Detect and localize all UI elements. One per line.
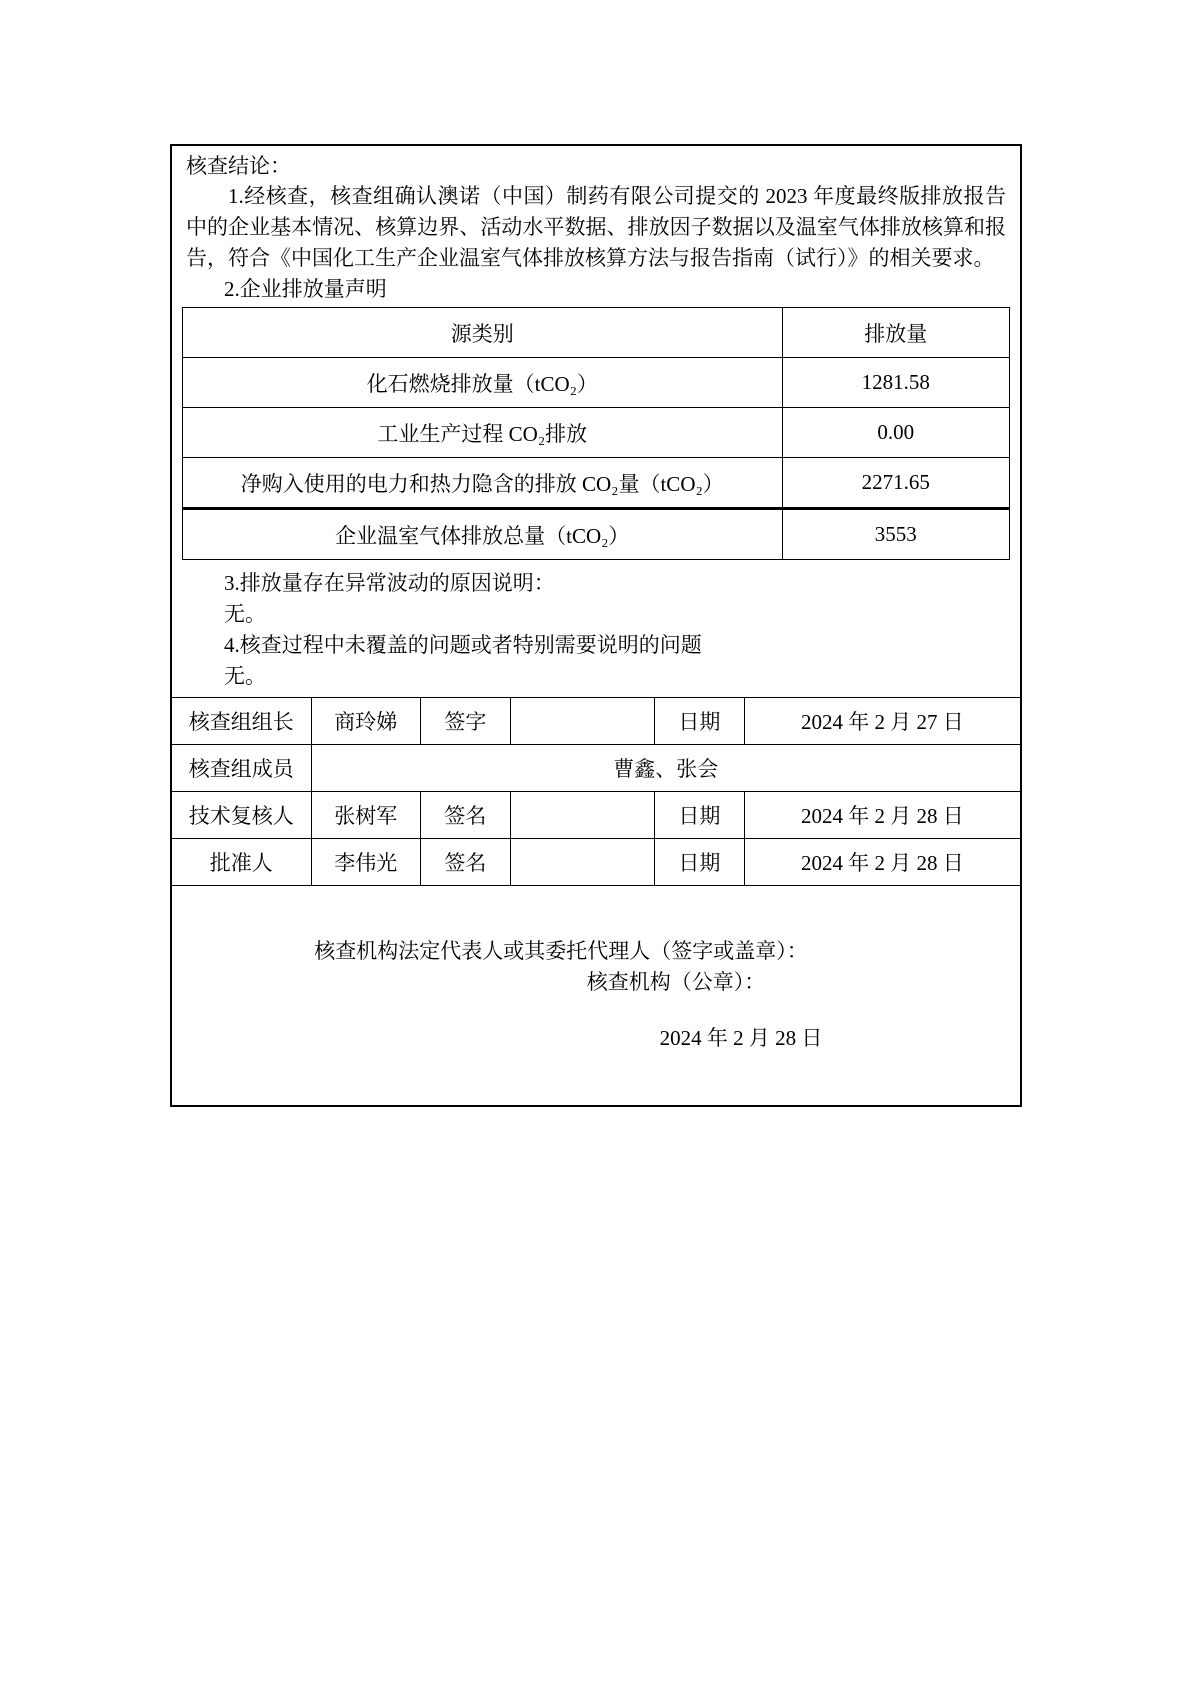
- emission-amount-header: 排放量: [782, 308, 1009, 358]
- date-cell: 2024 年 2 月 27 日: [744, 698, 1020, 745]
- role-cell: 核查组组长: [172, 698, 311, 745]
- emissions-table: [182, 307, 1010, 560]
- fluctuation-explanation-heading: 3.排放量存在异常波动的原因说明：: [224, 571, 555, 595]
- source-cell: 净购入使用的电力和热力隐含的排放 CO₂量（tCO₂）: [183, 458, 783, 509]
- signature-cell: [510, 792, 654, 839]
- footer-representative-line: 核查机构法定代表人或其委托代理人（签字或盖章）：: [314, 939, 808, 963]
- source-cell: 工业生产过程 CO₂排放: [183, 408, 783, 458]
- role-cell: 批准人: [172, 839, 311, 886]
- conclusion-paragraph: 1.经核查，核查组确认澳诺（中国）制药有限公司提交的 2023 年度最终版排放报告中的企业基本情况、核算边界、活动水平数据、排放因子数据以及温室气体排放核算和报告，符合《中国化工生产企业温室气体排放核算方法与报告指南（试行）》的相关要求。: [186, 184, 1006, 270]
- footer-date: 2024 年 2 月 28 日: [659, 1026, 823, 1050]
- footer-seal-line: 核查机构（公章）：: [586, 970, 766, 994]
- team-members-row: [172, 745, 1020, 792]
- name-cell: 李伟光: [311, 839, 420, 886]
- sign-label-cell: 签名: [420, 839, 510, 886]
- table-row: [183, 408, 1010, 458]
- source-cell: 化石燃烧排放量（tCO₂）: [183, 358, 783, 408]
- role-cell: 核查组成员: [172, 745, 311, 792]
- signature-table: [172, 697, 1020, 886]
- emission-declaration-heading: 2.企业排放量声明: [224, 277, 387, 301]
- signature-cell: [510, 698, 654, 745]
- approver-row: [172, 839, 1020, 886]
- date-label-cell: 日期: [654, 698, 744, 745]
- verification-conclusion-section: [170, 144, 1022, 1107]
- technical-reviewer-row: [172, 792, 1020, 839]
- name-cell: 张树军: [311, 792, 420, 839]
- date-label-cell: 日期: [654, 792, 744, 839]
- conclusion-heading: 核查结论：: [186, 154, 291, 178]
- date-cell: 2024 年 2 月 28 日: [744, 792, 1020, 839]
- name-cell: 商玲娣: [311, 698, 420, 745]
- sign-label-cell: 签字: [420, 698, 510, 745]
- value-cell: 2271.65: [782, 458, 1009, 509]
- table-row: [183, 458, 1010, 509]
- table-row-total: [183, 509, 1010, 560]
- uncovered-issues-answer: 无。: [224, 664, 266, 688]
- source-cell: 企业温室气体排放总量（tCO₂）: [183, 509, 783, 560]
- value-cell: 0.00: [782, 408, 1009, 458]
- value-cell: 3553: [782, 509, 1009, 560]
- uncovered-issues-heading: 4.核查过程中未覆盖的问题或者特别需要说明的问题: [224, 633, 702, 657]
- members-cell: 曹鑫、张会: [311, 745, 1020, 792]
- team-leader-row: [172, 698, 1020, 745]
- value-cell: 1281.58: [782, 358, 1009, 408]
- emissions-table-header-row: [183, 308, 1010, 358]
- source-category-header: 源类别: [183, 308, 783, 358]
- role-cell: 技术复核人: [172, 792, 311, 839]
- fluctuation-explanation-answer: 无。: [224, 602, 266, 626]
- signature-cell: [510, 839, 654, 886]
- table-row: [183, 358, 1010, 408]
- sign-label-cell: 签名: [420, 792, 510, 839]
- date-cell: 2024 年 2 月 28 日: [744, 839, 1020, 886]
- date-label-cell: 日期: [654, 839, 744, 886]
